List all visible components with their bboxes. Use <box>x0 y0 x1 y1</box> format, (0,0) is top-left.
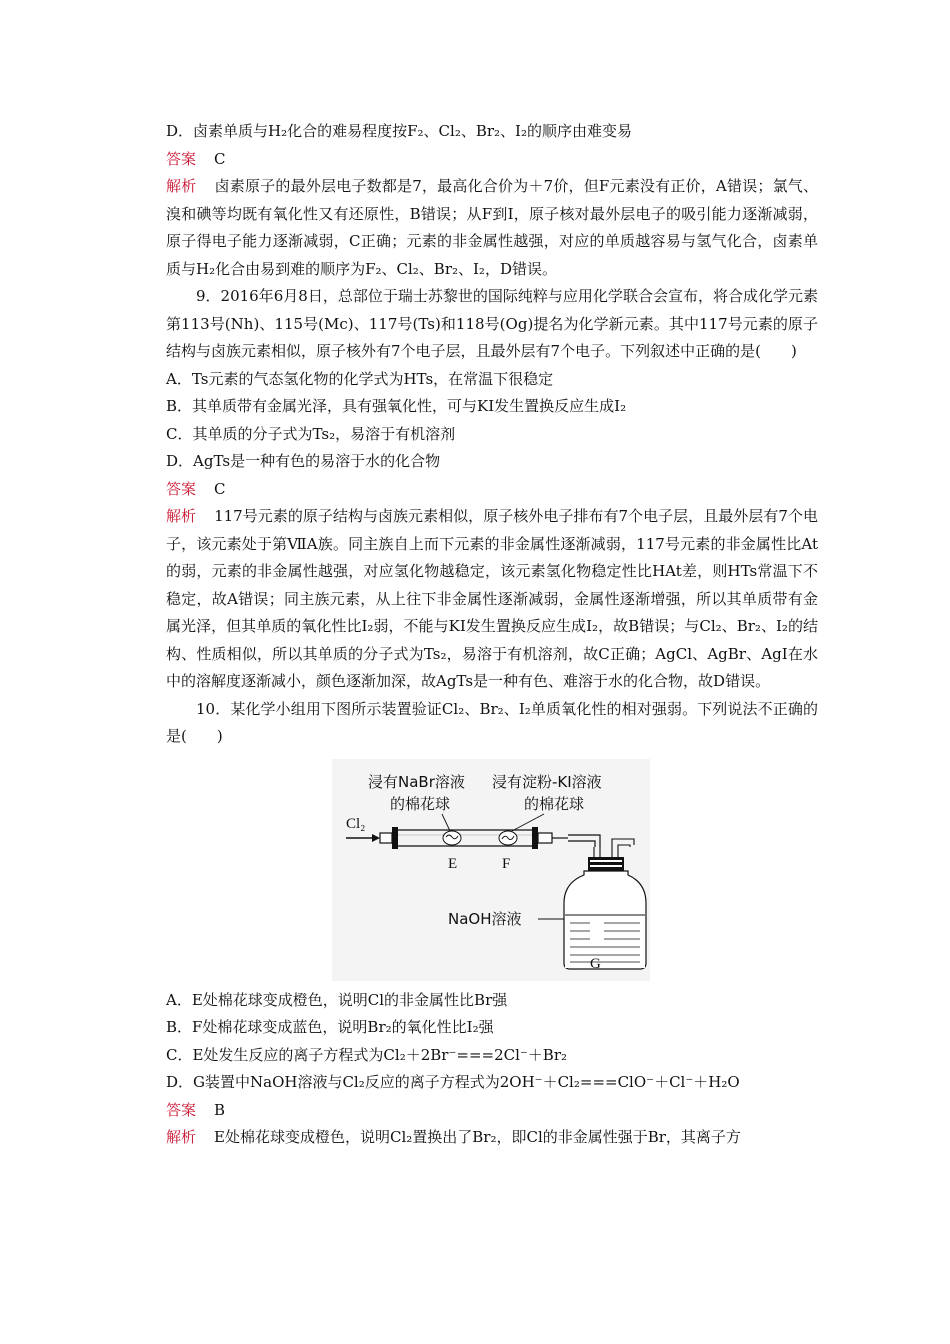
q9-answer <box>166 476 818 504</box>
label-ki-line1: 浸有淀粉-KI溶液 <box>492 772 602 791</box>
answer-value: C <box>214 479 226 498</box>
document-page <box>166 118 818 1152</box>
q8-answer <box>166 146 818 174</box>
q10-option-d: D．G装置中NaOH溶液与Cl₂反应的离子方程式为2OH⁻＋Cl₂===ClO⁻＋Cl⁻＋H₂O <box>166 1073 740 1091</box>
q9-stem: 9．2016年6月8日，总部位于瑞士苏黎世的国际纯粹与应用化学联合会宣布，将合成化学元素第113号(Nh)、115号(Mc)、117号(Ts)和118号(Og)提名为化学新元素。其中117号元素的原子结构与卤族元素相似，原子核外有7个电子层，且最外层有7个电子。下列叙述中正确的是( ) <box>166 287 818 360</box>
analysis-label: 解析 <box>166 507 197 525</box>
q9-option-b: B．其单质带有金属光泽，具有强氧化性，可与KI发生置换反应生成I₂ <box>166 397 627 415</box>
label-nabr-line1: 浸有NaBr溶液 <box>368 772 465 791</box>
apparatus-diagram <box>332 759 650 981</box>
answer-label: 答案 <box>166 479 197 498</box>
q9-option-a: A．Ts元素的气态氢化物的化学式为HTs，在常温下很稳定 <box>166 369 554 388</box>
q9-option-c: C．其单质的分子式为Ts₂，易溶于有机溶剂 <box>166 424 456 443</box>
q10-answer <box>166 1097 818 1125</box>
analysis-label: 解析 <box>166 1128 197 1146</box>
q10-analysis <box>166 1124 818 1152</box>
q10-option-a: A．E处棉花球变成橙色，说明Cl的非金属性比Br强 <box>166 990 508 1009</box>
q9-analysis <box>166 503 818 696</box>
label-e: E <box>448 855 458 872</box>
q10-stem: 10．某化学小组用下图所示装置验证Cl₂、Br₂、I₂单质氧化性的相对强弱。下列说法不正确的是( ) <box>166 699 818 745</box>
apparatus-figure <box>332 759 650 981</box>
label-f: F <box>502 855 511 872</box>
analysis-text: 卤素原子的最外层电子数都是7，最高化合价为＋7价，但F元素没有正价，A错误；氯气、溴和碘等均既有氧化性又有还原性，B错误；从F到I，原子核对最外层电子的吸引能力逐渐减弱，原子得电子能力逐渐减弱，C正确；元素的非金属性越强，对应的单质越容易与氢气化合，卤素单质与H₂化合由易到难的顺序为F₂、Cl₂、Br₂、I₂，D错误。 <box>166 177 818 278</box>
answer-value: C <box>214 149 226 168</box>
q10-option-c: C．E处发生反应的离子方程式为Cl₂＋2Br⁻===2Cl⁻＋Br₂ <box>166 1045 568 1064</box>
answer-label: 答案 <box>166 149 197 168</box>
analysis-text: E处棉花球变成橙色，说明Cl₂置换出了Br₂，即Cl的非金属性强于Br，其离子方 <box>214 1128 741 1146</box>
analysis-text: 117号元素的原子结构与卤族元素相似，原子核外电子排布有7个电子层，且最外层有7个电子，该元素处于第ⅦA族。同主族自上而下元素的非金属性逐渐减弱，117号元素的非金属性比At的弱，元素的非金属性越强，对应氢化物越稳定，该元素氢化物稳定性比HAt差，则HTs常温下不稳定，故A错误；同主族元素，从上往下非金属性逐渐减弱，金属性逐渐增强，所以其单质带有金属光泽，但其单质的氧化性比I₂弱，不能与KI发生置换反应生成I₂，故B错误；与Cl₂、Br₂、I₂的结构、性质相似，所以其单质的分子式为Ts₂，易溶于有机溶剂，故C正确；AgCl、AgBr、AgI在水中的溶解度逐渐减小，颜色逐渐加深，故AgTs是一种有色、难溶于水的化合物，故D错误。 <box>166 507 818 690</box>
label-naoh: NaOH溶液 <box>448 909 522 928</box>
label-ki-line2: 的棉花球 <box>524 794 585 813</box>
label-cl2: Cl₂ <box>346 815 366 832</box>
label-nabr-line2: 的棉花球 <box>390 794 451 813</box>
q10-option-b: B．F处棉花球变成蓝色，说明Br₂的氧化性比I₂强 <box>166 1018 494 1036</box>
q8-analysis <box>166 173 818 283</box>
analysis-label: 解析 <box>166 177 197 195</box>
answer-value: B <box>214 1100 226 1119</box>
q8-option-d: D．卤素单质与H₂化合的难易程度按F₂、Cl₂、Br₂、I₂的顺序由难变易 <box>166 122 632 140</box>
q9-option-d: D．AgTs是一种有色的易溶于水的化合物 <box>166 452 441 470</box>
answer-label: 答案 <box>166 1100 197 1119</box>
label-g: G <box>590 955 601 972</box>
